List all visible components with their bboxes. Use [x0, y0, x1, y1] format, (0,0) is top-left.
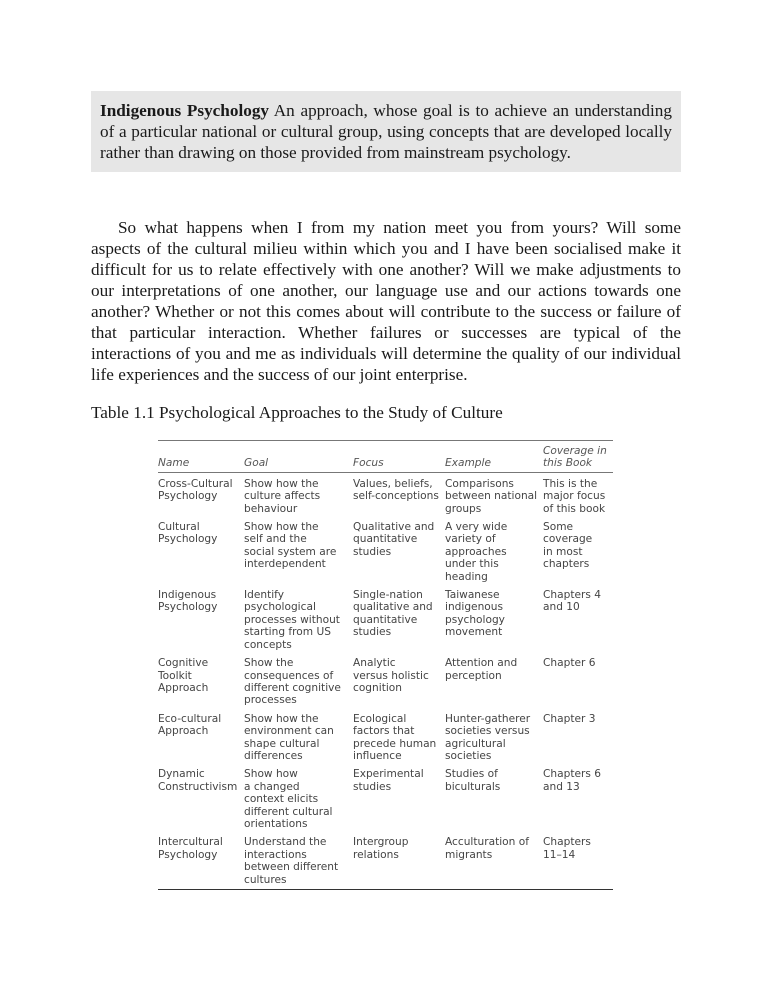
table-cell: Studies of biculturals — [445, 768, 501, 793]
table-cell: Ecological factors that precede human influence — [353, 712, 437, 762]
table-cell: Show how the environment can shape cultural differences — [244, 712, 334, 762]
header-example: Example — [445, 441, 543, 473]
approaches-table — [158, 440, 613, 890]
table-row — [158, 708, 613, 764]
table-row — [158, 472, 613, 516]
table-cell: Cognitive Toolkit Approach — [158, 657, 209, 694]
table-cell: Attention and perception — [445, 657, 518, 682]
body-paragraph: So what happens when I from my nation meet you from yours? Will some aspects of the cultural milieu within which you and I have been socialised make it difficult for us to relate effectively with one another? Will we make adjustments to our interpretations of one another, our language use and our actions towards one another? Whether or not this comes about will contribute to the success or failure of that particular interaction. Whether failures or successes are typical of the interactions of you and me as individuals will determine the quality of our individual life experiences and the success of our joint enterprise. — [91, 218, 681, 384]
table-cell: This is the major focus of this book — [543, 477, 606, 515]
definition-text: An approach, whose goal is to achieve an understanding of a particular national or cultural group, using concepts that are developed locally rather than drawing on those provided from mainstream psychology. — [100, 101, 672, 162]
table-cell: Values, beliefs, self-conceptions — [353, 477, 439, 503]
table-cell: Taiwanese indigenous psychology movement — [445, 589, 505, 639]
table-cell: Dynamic Constructivism — [158, 768, 238, 793]
table-cell: Some coverage in most chapters — [543, 521, 593, 571]
table-cell: Identify psychological processes without starting from US concepts — [244, 589, 340, 651]
table-caption: Table 1.1 Psychological Approaches to the Study of Culture — [91, 403, 503, 422]
table-cell: Comparisons between national groups — [445, 477, 538, 515]
table-cell: A very wide variety of approaches under this heading — [445, 521, 508, 583]
table-cell: Show how the culture affects behaviour — [244, 477, 321, 515]
table-row — [158, 584, 613, 652]
header-goal: Goal — [244, 441, 353, 473]
table-cell: Intercultural Psychology — [158, 831, 244, 889]
definition-box — [91, 91, 681, 172]
table-row — [158, 763, 613, 831]
table-cell: Experimental studies — [353, 768, 424, 793]
table-cell: Intergroup relations — [353, 831, 445, 889]
table-cell: Chapters 4 and 10 — [543, 589, 601, 614]
table-row — [158, 831, 613, 889]
table-cell: Qualitative and quantitative studies — [353, 521, 435, 558]
table-cell: Chapters 6 and 13 — [543, 768, 601, 793]
table-row — [158, 516, 613, 584]
table-cell: Indigenous Psychology — [158, 589, 218, 614]
table-cell: Single-nation qualitative and quantitative studies — [353, 589, 433, 639]
table-cell: Chapter 6 — [543, 657, 596, 670]
header-name: Name — [158, 441, 244, 473]
table-cell: Show how a changed context elicits different cultural orientations — [244, 768, 333, 830]
table-cell: Hunter-gatherer societies versus agricultural societies — [445, 712, 531, 762]
table-cell: Show the consequences of different cognitive processes — [244, 657, 341, 707]
table-cell: Understand the interactions between different cultures — [244, 831, 353, 889]
table-cell: Chapters 11–14 — [543, 831, 613, 889]
header-focus: Focus — [353, 441, 445, 473]
table-cell: Cultural Psychology — [158, 521, 218, 546]
table-row — [158, 652, 613, 708]
table-cell: Show how the self and the social system are interdependent — [244, 521, 337, 571]
table-cell: Analytic versus holistic cognition — [353, 657, 429, 694]
table-header-row — [158, 441, 613, 473]
table-cell: Acculturation of migrants — [445, 831, 543, 889]
header-coverage: Coverage in this Book — [543, 441, 613, 473]
table-cell: Chapter 3 — [543, 712, 596, 725]
table-cell: Eco-cultural Approach — [158, 712, 222, 738]
table-cell: Cross-Cultural Psychology — [158, 477, 233, 503]
definition-term: Indigenous Psychology — [100, 101, 270, 120]
